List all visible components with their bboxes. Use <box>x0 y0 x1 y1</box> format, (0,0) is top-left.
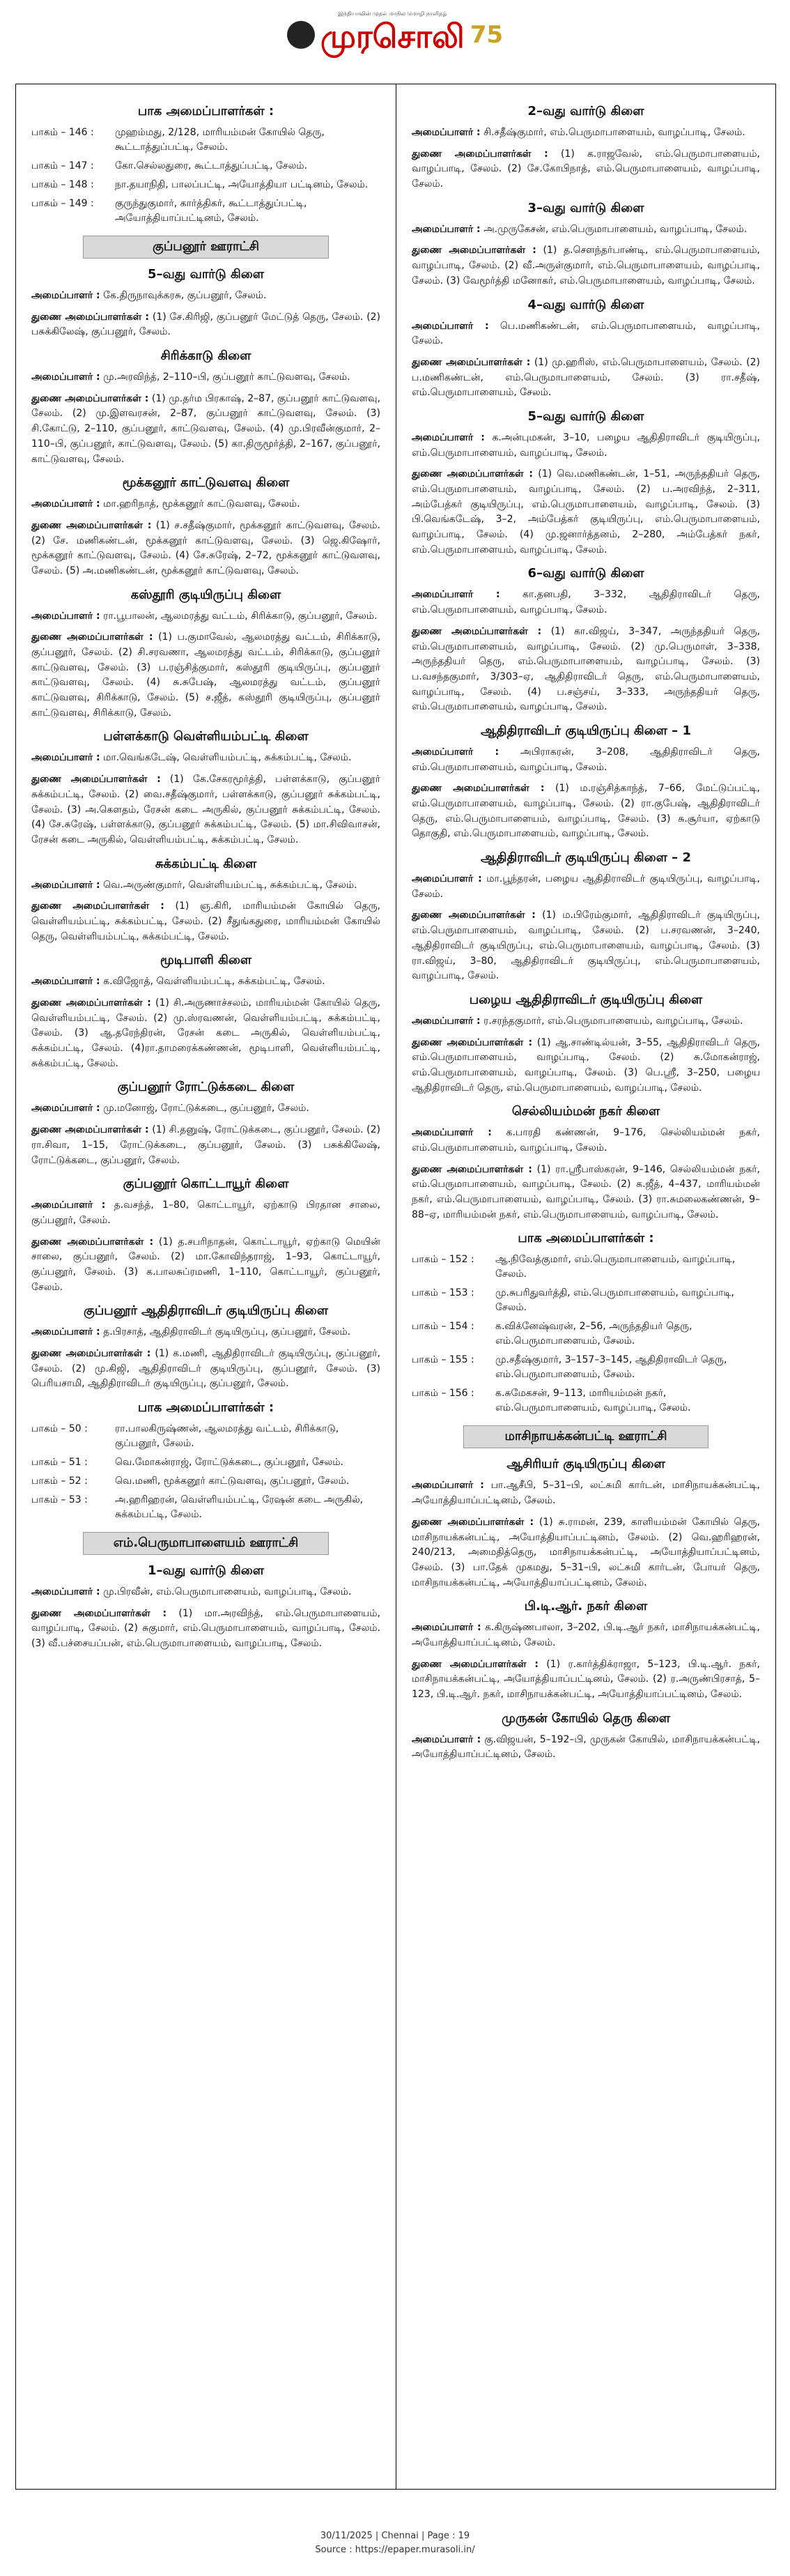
entry-label: துணை அமைப்பாளர்கள் : <box>31 1607 167 1619</box>
booth-entry <box>31 1474 380 1489</box>
booth-entry <box>31 178 380 192</box>
entry-text: (1) ம.பிரேம்குமார், ஆதிதிராவிடர் குடியிருப்பு, எம்.பெருமாபாளையம், வாழப்பாடி, சேலம். (2) ப.சரவணன், 3–240, ஆதிதிராவிடர் குடியிருப்பு, எம்.பெருமாபாளையம், வாழப்பாடி, சேலம். (3) ரா.விஜய், 3–80, ஆதிதிராவிடர் குடியிருப்பு, எம்.பெருமாபாளையம், வாழப்பாடி, சேலம். <box>412 910 760 982</box>
member-entry <box>412 745 760 775</box>
entry-label: துணை அமைப்பாளர்கள் : <box>31 311 150 323</box>
entry-text: மா.ஹரிநாத், மூக்கனூர் காட்டுவளவு, சேலம். <box>103 498 300 510</box>
entry-text: அபிராகரன், 3–208, ஆதிதிராவிடர் தெரு, எம்.பெருமாபாளையம், வாழப்பாடி, சேலம். <box>412 746 760 773</box>
logo <box>287 10 503 60</box>
left-column <box>16 84 396 2489</box>
member-entry <box>412 1014 760 1029</box>
booth-member: நா.தயாநிதி, பாலப்பட்டி, அயோத்தியா பட்டினம், சேலம். <box>115 179 369 190</box>
member-entry <box>31 609 380 624</box>
member-entry <box>31 1347 380 1392</box>
booth-entry <box>412 1353 760 1382</box>
booth-number: பாகம் – 152 : <box>412 1254 474 1266</box>
panchayat-heading: குப்பனூர் ஊராட்சி <box>83 236 329 259</box>
section-heading: 5–வது வார்டு கிளை <box>147 267 265 282</box>
entry-label: அமைப்பாளர் : <box>412 1015 481 1027</box>
section-heading: ஆதிதிராவிடர் குடியிருப்பு கிளை – 1 <box>481 723 691 738</box>
member-entry <box>31 1198 380 1228</box>
entry-label: அமைப்பாளர் : <box>412 1127 492 1139</box>
entry-text: பெ.மணிகண்டன், எம்.பெருமாபாளையம், வாழப்பாடி, சேலம். <box>412 320 760 347</box>
section-heading: 5–வது வார்டு கிளை <box>527 408 644 424</box>
member-entry <box>31 1101 380 1117</box>
section-heading: சிரிக்காடு கிளை <box>160 348 251 364</box>
entry-label: துணை அமைப்பாளர்கள் : <box>412 625 542 637</box>
entry-text: (1) ஞ.கிரி, மாரியம்மன் கோயில் தெரு, வெள்ளியம்பட்டி, சுக்கம்பட்டி, சேலம். (2) சீதுங்கதுரை, மாரியம்மன் கோயில் தெரு, வெள்ளியம்பட்டி, சுக்கம்பட்டி, சேலம். <box>31 900 380 942</box>
entry-text: த.பிரசாத், ஆதிதிராவிடர் குடியிருப்பு, குப்பனூர், சேலம். <box>103 1326 351 1338</box>
section-heading: மூடிபாளி கிளை <box>160 953 252 968</box>
entry-text: க.பாரதி கண்ணன், 9–176, செல்லியம்மன் நகர், எம்.பெருமாபாளையம், வாழப்பாடி, சேலம். <box>412 1127 760 1153</box>
section-heading: பாக அமைப்பாளர்கள் : <box>518 1231 654 1246</box>
footer-source: Source : https://epaper.murasoli.in/ <box>315 2544 475 2555</box>
section-heading: பாக அமைப்பாளர்கள் : <box>137 104 274 118</box>
footer <box>0 2529 790 2556</box>
anniversary-badge: 75 <box>470 21 504 49</box>
entry-label: அமைப்பாளர் : <box>412 431 485 443</box>
entry-text: ர.சரந்தகுமார், எம்.பெருமாபாளையம், வாழப்பாடி, சேலம். <box>483 1015 743 1027</box>
member-entry <box>412 243 760 289</box>
entry-label: அமைப்பாளர் : <box>412 223 481 235</box>
booth-member: குருந்துகுமார், கார்த்திகர், கூட்டாத்துப்பட்டி, அயோத்தியாப்பட்டினம், சேலம். <box>115 198 307 224</box>
entry-label: துணை அமைப்பாளர்கள் : <box>31 631 153 643</box>
entry-text: க.விஜோத், வெள்ளியம்பட்டி, சுக்கம்பட்டி, சேலம். <box>103 976 325 988</box>
member-entry <box>412 467 760 558</box>
booth-number: பாகம் – 148 : <box>31 179 94 190</box>
entry-text: வெ.அருண்குமார், வெள்ளியம்பட்டி, சுக்கம்பட்டி, சேலம். <box>103 879 357 891</box>
booth-entry <box>31 197 380 226</box>
entry-label: துணை அமைப்பாளர்கள் : <box>31 1348 151 1359</box>
entry-text: (1) கே.சேகரமூர்த்தி, பள்ளக்காடு, குப்பனூர் சுக்கம்பட்டி, சேலம். (2) வை.சதீஷ்குமார், பள்ளக்காடு, குப்பனூர் சுக்கம்பட்டி, சேலம். (3) அ.கௌதம், ரேசன் கடை அருகில், குப்பனூர் சுக்கம்பட்டி, சேலம். (4) சே.சுரேஷ், பள்ளக்காடு, குப்பனூர் சுக்கம்பட்டி, சேலம். (5) மா.சிவிவாசன், ரேசன் கடை அருகில், வெள்ளியம்பட்டி, சுக்கம்பட்டி, சேலம். <box>31 774 380 845</box>
entry-label: அமைப்பாளர் : <box>31 1103 100 1114</box>
section-heading: ஆதிதிராவிடர் குடியிருப்பு கிளை – 2 <box>481 850 691 866</box>
member-entry <box>31 1585 380 1600</box>
entry-text: (1) சே.கிரிஜி, குப்பனூர் மேட்டுத் தெரு, சேலம். (2) பசுக்கிலேஷ், குப்பனூர், சேலம். <box>31 311 381 338</box>
member-entry <box>31 772 380 848</box>
entry-text: (1) க.மணி, ஆதிதிராவிடர் குடியிருப்பு, குப்பனூர், சேலம். (2) மு.கிஜி, ஆதிதிராவிடர் குடியிருப்பு, குப்பனூர், சேலம். (3) பெரியசாமி, ஆதிதிராவிடர் குடியிருப்பு, குப்பனூர், சேலம். <box>31 1348 381 1390</box>
entry-text: மா.வெங்கடேஷ், வெள்ளியம்பட்டி, சுக்கம்பட்டி, சேலம். <box>103 752 352 764</box>
booth-member: மு.சுபரிதுவர்த்தி, எம்.பெருமாபாளையம், வாழப்பாடி, சேலம். <box>495 1287 734 1314</box>
booth-number: பாகம் – 146 : <box>31 127 94 138</box>
entry-label: அமைப்பாளர் : <box>31 290 100 301</box>
booth-number: பாகம் – 53 : <box>31 1494 88 1506</box>
entry-label: துணை அமைப்பாளர்கள் : <box>31 1236 154 1248</box>
section-heading: 6–வது வார்டு கிளை <box>527 566 644 581</box>
masthead-title: முரசொலி <box>320 17 465 55</box>
section-heading: 1–வது வார்டு கிளை <box>147 1563 265 1579</box>
entry-text: (1) கா.விஜய், 3–347, அருந்ததியர் தெரு, எம்.பெருமாபாளையம், வாழப்பாடி, சேலம். (2) மு.பெருமாள், 3–338, அருந்ததியர் தெரு, எம்.பெருமாபாளையம், வாழப்பாடி, சேலம். (3) ப.வசந்தகுமார், 3/303–ஏ, ஆதிதிராவிடர் தெரு, எம்.பெருமாபாளையம், வாழப்பாடி, சேலம். (4) ப.சஞ்சய், 3–333, அருந்ததியர் தெரு, எம்.பெருமாபாளையம், வாழப்பாடி, சேலம். <box>412 625 760 713</box>
booth-member: கோ.செல்லதுரை, கூட்டாத்துப்பட்டி, சேலம். <box>115 160 308 171</box>
section-heading: செல்லியம்மன் நகர் கிளை <box>511 1104 660 1119</box>
booth-member: மு.சதீஷ்குமார், 3–157–3–145, ஆதிதிராவிடர் தெரு, எம்.பெருமாபாளையம், சேலம். <box>495 1354 727 1381</box>
section-heading: குப்பனூர் ஆதிதிராவிடர் குடியிருப்பு கிளை <box>83 1303 329 1319</box>
member-entry <box>31 370 380 385</box>
booth-member: வெ.மணி, மூக்கனூர் காட்டுவளவு, குப்பனூர், சேலம். <box>115 1475 350 1487</box>
section-heading: பாக அமைப்பாளர்கள் : <box>137 1400 274 1416</box>
entry-label: துணை அமைப்பாளர்கள் : <box>412 245 536 256</box>
booth-entry <box>31 1422 380 1451</box>
entry-text: த.வசந்த், 1–80, கொட்டாயூர், ஏற்காடு பிரதான சாலை, குப்பனூர், சேலம். <box>31 1199 380 1226</box>
member-entry <box>31 1235 380 1296</box>
booth-member: வெ.மோகன்ராஜ், ரோட்டுக்கடை, குப்பனூர், சேலம். <box>115 1457 343 1469</box>
booth-entry <box>31 125 380 155</box>
entry-label: துணை அமைப்பாளர்கள் : <box>412 356 531 368</box>
entry-text: (1) மு.தர்ம பிரகாஷ், 2–87, குப்பனூர் காட்டுவளவு, சேலம். (2) மு.இளவரசன், 2–87, குப்பனூர் காட்டுவளவு, சேலம். (3) சி.கோட்டு, 2–110, குப்பனூர், காட்டுவளவு, சேலம். (4) மு.பிரவீன்குமார், 2–110–பி, குப்பனூர், காட்டுவளவு, சேலம். (5) கா.திருமூர்த்தி, 2–167, குப்பனூர், காட்டுவளவு, சேலம். <box>31 392 381 465</box>
member-entry <box>412 1657 760 1703</box>
section-heading: கஸ்தூரி குடியிருப்பு கிளை <box>130 587 281 602</box>
section-heading: ஆசிரியர் குடியிருப்பு கிளை <box>506 1457 665 1472</box>
member-entry <box>412 588 760 618</box>
member-entry <box>412 1163 760 1223</box>
entry-text: (1) சி.அருணாச்சலம், மாரியம்மன் கோயில் தெரு, வெள்ளியம்பட்டி, சேலம். (2) மு.ஸ்ரவணன், வெள்ளியம்பட்டி, சுக்கம்பட்டி, சேலம். (3) ஆ.தரேந்திரன், ரேசன் கடை அருகில், வெள்ளியம்பட்டி, சுக்கம்பட்டி, சேலம். (4)ரா.தாமரைக்கண்ணன், மூடிபாளி, வெள்ளியம்பட்டி, சுக்கம்பட்டி, சேலம். <box>31 997 380 1069</box>
entry-label: அமைப்பாளர் : <box>412 1733 481 1745</box>
member-entry <box>412 355 760 401</box>
entry-label: அமைப்பாளர் : <box>31 752 100 764</box>
entry-text: (1) ச.சதீஷ்குமார், மூக்கனூர் காட்டுவளவு, சேலம். (2) சே. மணிகண்டன், மூக்கனூர் காட்டுவளவு, சேலம். (3) ஜெ.கிஷோர், மூக்கனூர் காட்டுவளவு, சேலம். (4) சே.சுரேஷ், 2–72, மூக்கனூர் காட்டுவளவு, சேலம். (5) அ.மணிகண்டன், மூக்கனூர் காட்டுவளவு, சேலம். <box>31 519 380 576</box>
member-entry <box>31 996 380 1071</box>
section-heading: பி.டி.ஆர். நகர் கிளை <box>524 1599 648 1614</box>
entry-text: சி.சதீஷ்குமார், எம்.பெருமாபாளையம், வாழப்பாடி, சேலம். <box>483 127 745 138</box>
entry-text: (1) சு.ராமன், 239, காளியம்மன் கோயில் தெரு, மாசிநாயக்கன்பட்டி, அயோத்தியாப்பட்டினம், சேலம். (2) வெ.ஹரிஹரன், 240/213, அமைதித்தெரு, மாசிநாயக்கன்பட்டி, அயோத்தியாப்பட்டினம், சேலம். (3) பா.தேக் முகமது, 5–31–பி, லட்சுமி கார்டன், போயர் தெரு, மாசிநாயக்கன்பட்டி, அயோத்தியாப்பட்டினம், சேலம். <box>412 1516 760 1588</box>
content-columns <box>15 84 776 2490</box>
entry-label: துணை அமைப்பாளர்கள் : <box>31 392 149 404</box>
member-entry <box>31 974 380 990</box>
booth-number: பாகம் – 153 : <box>412 1287 474 1299</box>
booth-number: பாகம் – 156 : <box>412 1388 474 1400</box>
masthead <box>0 0 790 70</box>
booth-member: அ.ஹரிஹரன், வெள்ளியம்பட்டி, ரேஷன் கடை அருகில், சுக்கம்பட்டி, சேலம். <box>115 1494 364 1521</box>
entry-text: கு.விஜயன், 5–192–பி, முருகன் கோயில், மாசிநாயக்கன்பட்டி, அயோத்தியாப்பட்டினம், சேலம். <box>412 1733 760 1761</box>
entry-label: துணை அமைப்பாளர்கள் : <box>412 1516 534 1528</box>
entry-text: (1) மு.ஹரிஸ், எம்.பெருமாபாளையம், சேலம். (2) ப.மணிகண்டன், எம்.பெருமாபாளையம், சேலம். (3) ரா.சதீஷ், எம்.பெருமாபாளையம், சேலம். <box>412 356 760 399</box>
member-entry <box>412 1478 760 1508</box>
entry-label: அமைப்பாளர் : <box>31 498 100 510</box>
section-heading: முருகன் கோயில் தெரு கிளை <box>502 1710 670 1726</box>
entry-text: (1) த.சபரிநாதன், கொட்டாயூர், ஏற்காடு மெயின் சாலை, குப்பனூர், சேலம். (2) மா.கோவிந்தராஜ், 1–93, கொட்டாயூர், குப்பனூர், சேலம். (3) க.பாலசுப்ரமணி, 1–110, கொட்டாயூர், குப்பனூர், சேலம். <box>31 1236 380 1293</box>
entry-label: துணை அமைப்பாளர்கள் : <box>412 468 533 480</box>
booth-member: ரா.பாலகிருஷ்ணன், ஆலமரத்து வட்டம், சிரிக்காடு, குப்பனூர், சேலம். <box>115 1423 339 1450</box>
member-entry <box>31 497 380 512</box>
booth-number: பாகம் – 154 : <box>412 1321 474 1333</box>
masthead-tagline: இந்தியாவின் முதல் மாநில மொழி நாளிதழ் <box>337 10 447 17</box>
booth-number: பாகம் – 50 : <box>31 1423 88 1435</box>
panchayat-heading: மாசிநாயக்கன்பட்டி ஊராட்சி <box>463 1425 708 1448</box>
section-heading: 3–வது வார்டு கிளை <box>527 200 644 215</box>
member-entry <box>412 1515 760 1590</box>
party-emblem-icon <box>287 21 315 49</box>
section-heading: சுக்கம்பட்டி கிளை <box>155 856 257 871</box>
member-entry <box>412 872 760 902</box>
entry-text: (1) க.ராஜவேல், எம்.பெருமாபாளையம், வாழப்பாடி, சேலம். (2) சே.கோபிநாத், எம்.பெருமாபாளையம், வாழப்பாடி, சேலம். <box>412 148 761 190</box>
booth-number: பாகம் – 155 : <box>412 1354 474 1366</box>
entry-label: துணை அமைப்பாளர்கள் : <box>412 783 545 795</box>
member-entry <box>31 1123 380 1168</box>
entry-label: அமைப்பாளர் : <box>31 976 100 988</box>
entry-text: (1) ர.கார்த்திக்ராஜா, 5–123, பி.டி.ஆர். நகர், மாசிநாயக்கன்பட்டி, அயோத்தியாப்பட்டினம், சேலம். (2) ர.அருண்பிரசாத், 5–123, பி.டி.ஆர். நகர், மாசிநாயக்கன்பட்டி, அயோத்தியாப்பட்டினம், சேலம். <box>412 1658 761 1700</box>
entry-label: துணை அமைப்பாளர்கள் : <box>31 997 151 1009</box>
booth-entry <box>31 1493 380 1522</box>
booth-member: க.விக்னேஷ்வரன், 2–56, அருந்ததியர் தெரு, எம்.பெருமாபாளையம், சேலம். <box>495 1321 692 1347</box>
entry-label: அமைப்பாளர் : <box>412 746 499 758</box>
entry-text: (1) மா.அரவிந்த், எம்.பெருமாபாளையம், வாழப்பாடி, சேலம். (2) சுகுமார், எம்.பெருமாபாளையம், வாழப்பாடி, சேலம். (3) வீ.பச்சையப்பன், எம்.பெருமாபாளையம், வாழப்பாடி, சேலம். <box>31 1607 381 1650</box>
right-column <box>396 84 775 2489</box>
member-entry <box>412 1620 760 1650</box>
entry-text: (1) ம.ரஞ்சித்காந்த், 7–66, மேட்டுப்பட்டி, எம்.பெருமாபாளையம், வாழப்பாடி, சேலம். (2) ரா.குபேஷ், ஆதிதிராவிடர் தெரு, எம்.பெருமாபாளையம், வாழப்பாடி, சேலம். (3) சு.சூர்யா, ஏற்காடு தொகுதி, எம்.பெருமாபாளையம், வாழப்பாடி, சேலம். <box>412 783 760 840</box>
entry-text: க.அன்புமகன், 3–10, பழைய ஆதிதிராவிடர் குடியிருப்பு, எம்.பெருமாபாளையம், வாழப்பாடி, சேலம். <box>412 431 761 459</box>
booth-member: ஆ.நிவேத்குமார், எம்.பெருமாபாளையம், வாழப்பாடி, சேலம். <box>495 1254 736 1280</box>
section-heading: குப்பனூர் கொட்டாயூர் கிளை <box>123 1176 289 1192</box>
entry-label: துணை அமைப்பாளர்கள் : <box>412 910 536 921</box>
entry-label: அமைப்பாளர் : <box>31 1199 106 1211</box>
section-heading: 2–வது வார்டு கிளை <box>527 104 644 118</box>
entry-text: அ.முருகேசன், எம்.பெருமாபாளையம், வாழப்பாடி, சேலம். <box>483 223 748 235</box>
member-entry <box>412 319 760 349</box>
booth-entry <box>412 1319 760 1349</box>
entry-label: அமைப்பாளர் : <box>31 1326 100 1338</box>
entry-text: மு.அரவிந்த், 2–110–பி, குப்பனூர் காட்டுவளவு, சேலம். <box>103 371 350 383</box>
booth-number: பாகம் – 52 : <box>31 1475 88 1487</box>
member-entry <box>412 125 760 141</box>
entry-label: அமைப்பாளர் : <box>31 1586 100 1598</box>
member-entry <box>31 1325 380 1340</box>
section-heading: பழைய ஆதிதிராவிடர் குடியிருப்பு கிளை <box>469 992 703 1007</box>
member-entry <box>412 624 760 715</box>
booth-number: பாகம் – 147 : <box>31 160 94 171</box>
entry-text: மா.பூந்தரன், பழைய ஆதிதிராவிடர் குடியிருப்பு, வாழப்பாடி, சேலம். <box>412 873 760 900</box>
entry-label: அமைப்பாளர் : <box>31 610 100 622</box>
entry-label: துணை அமைப்பாளர்கள் : <box>31 900 164 912</box>
entry-text: (1) ஆ.சாண்டில்யன், 3–55, ஆதிதிராவிடர் தெரு, எம்.பெருமாபாளையம், வாழப்பாடி, சேலம். (2) சு.மோகன்ராஜ், எம்.பெருமாபாளையம், வாழப்பாடி, சேலம். (3) பெ.ஸ்ரீ, 3–250, பழைய ஆதிதிராவிடர் தெரு, எம்.பெருமாபாளையம், வாழப்பாடி, சேலம். <box>412 1036 761 1094</box>
member-entry <box>31 751 380 766</box>
footer-date-page: 30/11/2025 | Chennai | Page : 19 <box>320 2531 470 2541</box>
entry-label: அமைப்பாளர் : <box>412 873 482 885</box>
section-heading: மூக்கனூர் காட்டுவளவு கிளை <box>122 475 290 491</box>
member-entry <box>412 222 760 238</box>
booth-member: க.சுமேகசன், 9–113, மாரியம்மன் நகர், எம்.பெருமாபாளையம், வாழப்பாடி, சேலம். <box>495 1388 691 1414</box>
entry-label: துணை அமைப்பாளர்கள் : <box>31 519 152 531</box>
entry-label: துணை அமைப்பாளர்கள் : <box>412 1036 533 1048</box>
entry-text: (1) த.செளந்தர்பாண்டி, எம்.பெருமாபாளையம், வாழப்பாடி, சேலம். (2) வீ.அருள்குமார், எம்.பெருமாபாளையம், வாழப்பாடி, சேலம். (3) வேமூர்த்தி மனோகர், எம்.பெருமாபாளையம், வாழப்பாடி, சேலம். <box>412 245 760 286</box>
entry-text: கே.திருநாவுக்கரசு, குப்பனூர், சேலம். <box>103 290 267 301</box>
entry-label: அமைப்பாளர் : <box>412 1480 484 1492</box>
member-entry <box>31 289 380 304</box>
member-entry <box>412 1733 760 1763</box>
entry-text: (1) ப.குமாவேல், ஆலமரத்து வட்டம், சிரிக்காடு, குப்பனூர், சேலம். (2) சி.சரவணா, ஆலமரத்து வட்டம், சிரிக்காடு, குப்பனூர் காட்டுவளவு, சேலம். (3) ப.ரஞ்சித்குமார், கஸ்தூரி குடியிருப்பு, குப்பனூர் காட்டுவளவு, சேலம். (4) சு.சுபேஷ், ஆலமரத்து வட்டம், குப்பனூர் காட்டுவளவு, சிரிக்காடு, சேலம். (5) ச.ஜீத், கஸ்தூரி குடியிருப்பு, குப்பனூர் காட்டுவளவு, சிரிக்காடு, சேலம். <box>31 631 381 719</box>
entry-text: (1) சி.தனுஷ், ரோட்டுக்கடை, குப்பனூர், சேலம். (2) ரா.சிவா, 1–15, ரோட்டுக்கடை, குப்பனூர், சேலம். (3) பசுக்கிலேஷ், ரோட்டுக்கடை, குப்பனூர், சேலம். <box>31 1124 380 1166</box>
section-heading: 4–வது வார்டு கிளை <box>527 297 644 312</box>
member-entry <box>412 908 760 983</box>
entry-text: கா.தனபதி, 3–332, ஆதிதிராவிடர் தெரு, எம்.பெருமாபாளையம், வாழப்பாடி, சேலம். <box>412 589 760 616</box>
member-entry <box>31 878 380 894</box>
entry-label: துணை அமைப்பாளர்கள் : <box>412 1658 539 1670</box>
entry-label: துணை அமைப்பாளர்கள் : <box>412 148 548 160</box>
entry-label: அமைப்பாளர் : <box>31 371 100 383</box>
booth-entry <box>31 159 380 174</box>
booth-entry <box>412 1252 760 1282</box>
member-entry <box>31 899 380 944</box>
section-heading: பள்ளக்காடு வெள்ளியம்பட்டி கிளை <box>103 729 309 744</box>
member-entry <box>412 781 760 842</box>
entry-text: க.கிருஷ்ணபாலா, 3–202, பி.டி.ஆர் நகர், மாசிநாயக்கன்பட்டி, அயோத்தியாப்பட்டினம், சேலம். <box>412 1622 760 1648</box>
entry-text: மு.மனோஜ், ரோட்டுக்கடை, குப்பனூர், சேலம். <box>103 1103 309 1114</box>
member-entry <box>412 431 760 461</box>
booth-entry <box>412 1386 760 1416</box>
member-entry <box>31 392 380 467</box>
booth-number: பாகம் – 149 : <box>31 198 94 209</box>
member-entry <box>412 1036 760 1096</box>
entry-label: துணை அமைப்பாளர்கள் : <box>31 774 161 785</box>
member-entry <box>31 310 380 340</box>
entry-label: அமைப்பாளர் : <box>412 1622 481 1634</box>
section-heading: குப்பனூர் ரோட்டுக்கடை கிளை <box>117 1080 295 1095</box>
member-entry <box>412 1126 760 1156</box>
entry-text: (1) ரா.ஸ்ரீபாஸ்கரன், 9–146, செல்லியம்மன் நகர், எம்.பெருமாபாளையம், வாழப்பாடி, சேலம். (2) க.ஜீத், 4–437, மாரியம்மன் நகர், எம்.பெருமாபாளையம், வாழப்பாடி, சேலம். (3) ரா.சுமலைகண்ணன், 9–88–ஏ, மாரியம்மன் நகர், எம்.பெருமாபாளையம், வாழப்பாடி, சேலம். <box>412 1163 760 1220</box>
entry-text: (1) வெ.மணிகண்டன், 1–51, அருந்ததியர் தெரு, எம்.பெருமாபாளையம், வாழப்பாடி, சேலம். (2) ப.அரவிந்த், 2–311, அம்பேத்கர் குடியிருப்பு, எம்.பெருமாபாளையம், வாழப்பாடி, சேலம். (3) பி.வெங்கடேஷ், 3–2, அம்பேத்கர் குடியிருப்பு, எம்.பெருமாபாளையம், வாழப்பாடி, சேலம். (4) மு.ஜனார்த்தனம், 2–280, அம்பேத்கர் நகர், எம்.பெருமாபாளையம், வாழப்பாடி, சேலம். <box>412 468 760 555</box>
member-entry <box>31 519 380 579</box>
entry-label: அமைப்பாளர் : <box>412 320 489 332</box>
entry-label: அமைப்பாளர் : <box>412 589 500 601</box>
entry-label: அமைப்பாளர் : <box>412 127 481 138</box>
booth-entry <box>31 1455 380 1470</box>
entry-label: துணை அமைப்பாளர்கள் : <box>412 1163 532 1175</box>
member-entry <box>31 630 380 721</box>
member-entry <box>412 147 760 192</box>
entry-label: அமைப்பாளர் : <box>31 879 100 891</box>
booth-entry <box>412 1286 760 1315</box>
panchayat-heading: எம்.பெருமாபாளையம் ஊராட்சி <box>83 1532 329 1555</box>
booth-number: பாகம் – 51 : <box>31 1457 88 1469</box>
entry-text: பா.ஆசீபி, 5–31–பி, லட்சுமி கார்டன், மாசிநாயக்கன்பட்டி, அயோத்தியாப்பட்டினம், சேலம். <box>412 1480 760 1507</box>
entry-text: மு.பிரவீன், எம்.பெருமாபாளையம், வாழப்பாடி, சேலம். <box>103 1586 352 1598</box>
entry-text: ரா.பூபாலன், ஆலமரத்து வட்டம், சிரிக்காடு, குப்பனூர், சேலம். <box>103 610 378 622</box>
member-entry <box>31 1607 380 1652</box>
booth-member: முஹம்மது, 2/128, மாரியம்மன் கோயில் தெரு, கூட்டாத்துப்பட்டி, சேலம். <box>115 127 325 153</box>
entry-label: துணை அமைப்பாளர்கள் : <box>31 1124 149 1136</box>
